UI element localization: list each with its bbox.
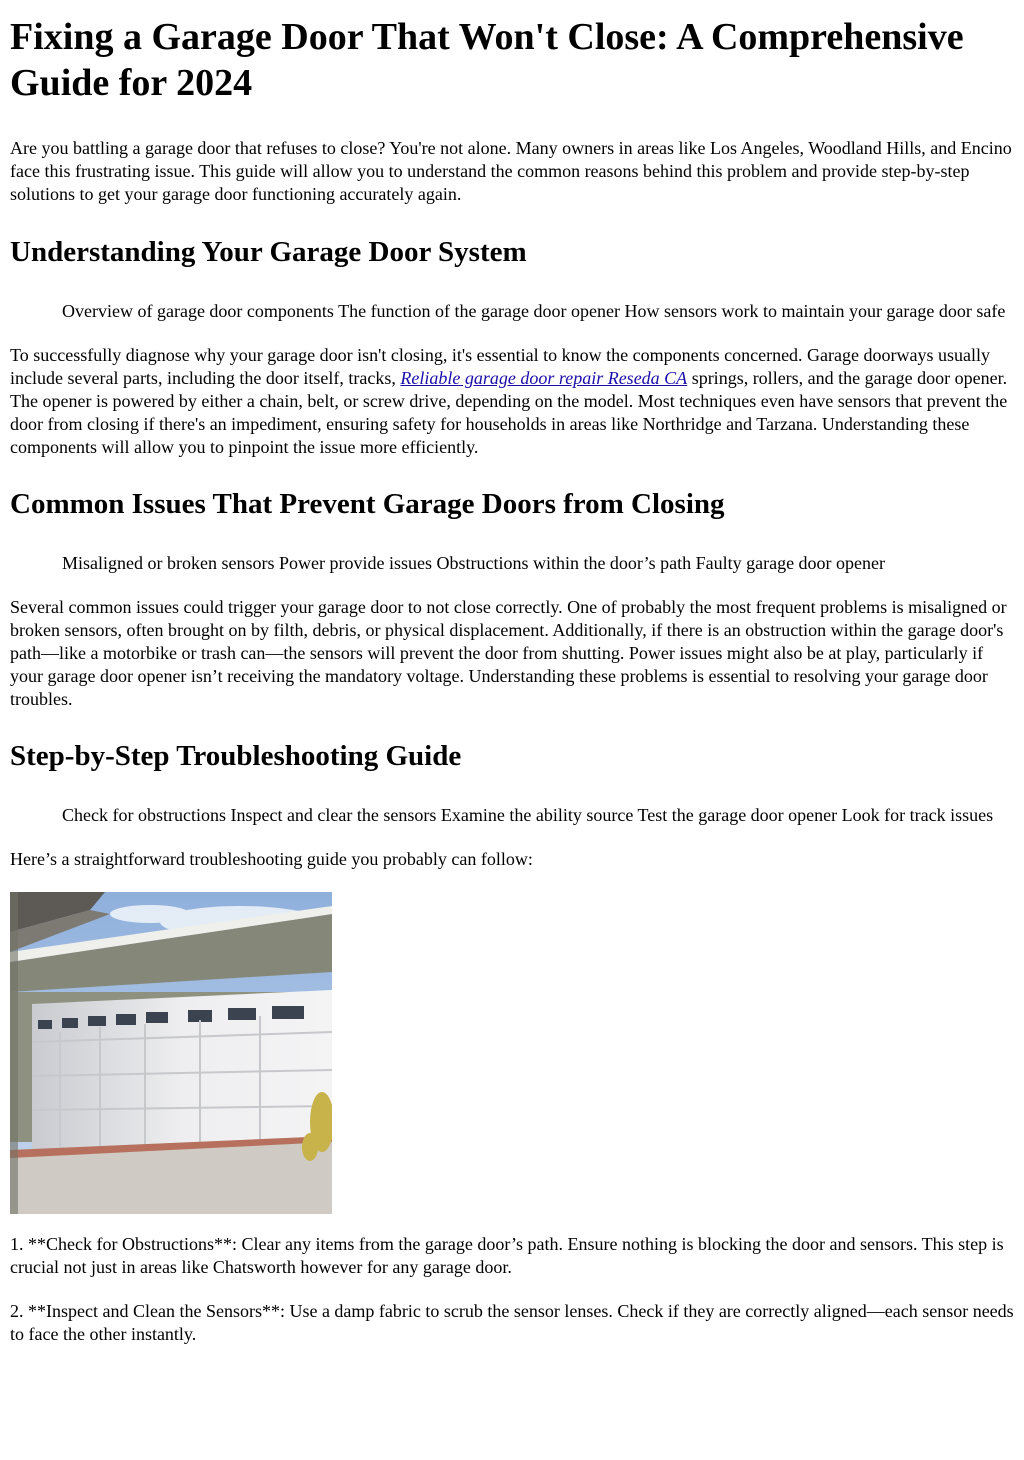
paragraph-text: To successfully diagnose why your garage door isn't closing, it's essential to know the components concerned. Garage doorways usually include several parts, including the door itself, tracks, bbox=[10, 345, 990, 388]
paragraph-troubleshooting: Here’s a straightforward troubleshooting guide you probably can follow: bbox=[10, 849, 533, 869]
intro-paragraph: Are you battling a garage door that refuses to close? You're not alone. Many owners in areas like Los Angeles, Woodland Hills, and Encino face this frustrating issue. This guide will allow you to understand the common reasons behind this problem and provide step-by-step solutions to get your garage door functioning accurately again. bbox=[10, 138, 1012, 204]
paragraph-system bbox=[10, 344, 1014, 459]
section-heading-troubleshooting: Step-by-Step Troubleshooting Guide bbox=[10, 740, 462, 772]
article bbox=[0, 14, 1024, 1346]
garage-door-photo bbox=[10, 892, 332, 1214]
step-1-paragraph: 1. **Check for Obstructions**: Clear any items from the garage door’s path. Ensure nothing is blocking the door and sensors. This step is crucial not just in areas like Chatsworth however for any garage door. bbox=[10, 1234, 1004, 1277]
blockquote-list-troubleshooting: Check for obstructions Inspect and clear the sensors Examine the ability source Test the garage door opener Look for track issues bbox=[62, 805, 994, 825]
section-heading-system: Understanding Your Garage Door System bbox=[10, 236, 527, 268]
reseda-repair-link[interactable]: Reliable garage door repair Reseda CA bbox=[400, 368, 688, 388]
blockquote-list-system: Overview of garage door components The function of the garage door opener How sensors work to maintain your garage door safe bbox=[62, 301, 1006, 321]
paragraph-text: springs, rollers, and the garage door opener. The opener is powered by either a chain, belt, or screw drive, depending on the model. Most techniques even have sensors that prevent the door from closing if there's an impediment, ensuring safety for households in areas like Northridge and Tarzana. Understanding these components will allow you to pinpoint the issue more efficiently. bbox=[10, 368, 1008, 457]
section-heading-issues: Common Issues That Prevent Garage Doors from Closing bbox=[10, 488, 725, 520]
paragraph-issues: Several common issues could trigger your garage door to not close correctly. One of probably the most frequent problems is misaligned or broken sensors, often brought on by filth, debris, or physical displacement. Additionally, if there is an obstruction within the garage door's path—like a motorbike or trash can—the sensors will prevent the door from shutting. Power issues might also be at play, particularly if your garage door opener isn’t receiving the mandatory voltage. Understanding these problems is essential to resolving your garage door troubles. bbox=[10, 597, 1007, 709]
page-title: Fixing a Garage Door That Won't Close: A Comprehensive Guide for 2024 bbox=[10, 16, 964, 104]
step-2-paragraph: 2. **Inspect and Clean the Sensors**: Use a damp fabric to scrub the sensor lenses. Check if they are correctly aligned—each sensor needs to face the other instantly. bbox=[10, 1301, 1014, 1344]
blockquote-list-issues: Misaligned or broken sensors Power provide issues Obstructions within the door’s path Faulty garage door opener bbox=[62, 553, 886, 573]
